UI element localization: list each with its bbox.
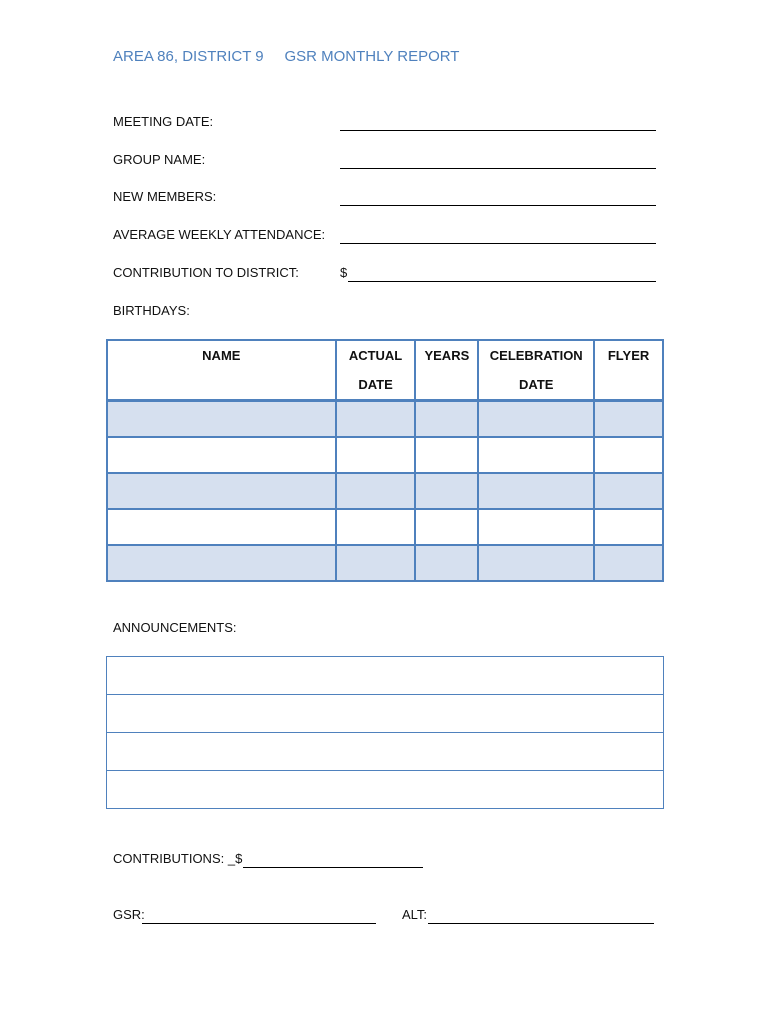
column-header-celebration-date: CELEBRATION DATE bbox=[478, 340, 594, 401]
table-row bbox=[107, 509, 663, 545]
flyer-cell[interactable] bbox=[594, 545, 663, 581]
celebration-date-cell[interactable] bbox=[478, 437, 594, 473]
announcement-cell[interactable] bbox=[107, 657, 664, 695]
flyer-cell[interactable] bbox=[594, 509, 663, 545]
flyer-cell[interactable] bbox=[594, 401, 663, 438]
new-members-field[interactable] bbox=[340, 191, 656, 206]
group-name-field[interactable] bbox=[340, 154, 656, 169]
announcement-row bbox=[107, 695, 664, 733]
flyer-cell[interactable] bbox=[594, 437, 663, 473]
name-cell[interactable] bbox=[107, 545, 336, 581]
attendance-field[interactable] bbox=[340, 229, 656, 244]
name-cell[interactable] bbox=[107, 437, 336, 473]
announcements-table bbox=[106, 656, 664, 809]
new-members-label: NEW MEMBERS: bbox=[113, 189, 217, 204]
announcement-cell[interactable] bbox=[107, 733, 664, 771]
dollar-sign: $ bbox=[340, 265, 348, 280]
contributions-field[interactable] bbox=[243, 853, 423, 868]
celebration-date-cell[interactable] bbox=[478, 509, 594, 545]
table-row bbox=[107, 401, 663, 438]
announcement-row bbox=[107, 657, 664, 695]
announcement-cell[interactable] bbox=[107, 695, 664, 733]
years-cell[interactable] bbox=[415, 509, 478, 545]
birthdays-table bbox=[106, 339, 664, 582]
actual-date-cell[interactable] bbox=[336, 437, 416, 473]
years-cell[interactable] bbox=[415, 545, 478, 581]
table-row bbox=[107, 473, 663, 509]
table-row bbox=[107, 437, 663, 473]
meeting-date-label: MEETING DATE: bbox=[113, 114, 214, 129]
column-header-name: NAME bbox=[107, 340, 336, 401]
contribution-district-label: CONTRIBUTION TO DISTRICT: bbox=[113, 265, 299, 280]
celebration-date-cell[interactable] bbox=[478, 473, 594, 509]
contribution-district-field[interactable] bbox=[348, 267, 656, 282]
name-cell[interactable] bbox=[107, 401, 336, 438]
table-row bbox=[107, 545, 663, 581]
celebration-date-cell[interactable] bbox=[478, 545, 594, 581]
table-header-row bbox=[107, 340, 663, 401]
actual-date-cell[interactable] bbox=[336, 545, 416, 581]
page-title: AREA 86, DISTRICT 9 GSR MONTHLY REPORT bbox=[113, 48, 460, 65]
years-cell[interactable] bbox=[415, 473, 478, 509]
column-header-flyer: FLYER bbox=[594, 340, 663, 401]
actual-date-cell[interactable] bbox=[336, 473, 416, 509]
name-cell[interactable] bbox=[107, 509, 336, 545]
celebration-date-cell[interactable] bbox=[478, 401, 594, 438]
announcements-label: ANNOUNCEMENTS: bbox=[113, 620, 237, 635]
contributions-label: CONTRIBUTIONS: _$ bbox=[113, 851, 243, 866]
announcement-row bbox=[107, 733, 664, 771]
attendance-label: AVERAGE WEEKLY ATTENDANCE: bbox=[113, 227, 326, 242]
years-cell[interactable] bbox=[415, 437, 478, 473]
flyer-cell[interactable] bbox=[594, 473, 663, 509]
alt-label: ALT: bbox=[402, 907, 428, 922]
column-header-years: YEARS bbox=[415, 340, 478, 401]
column-header-actual-date: ACTUAL DATE bbox=[336, 340, 416, 401]
alt-signature-field[interactable] bbox=[428, 909, 654, 924]
gsr-signature-field[interactable] bbox=[142, 909, 376, 924]
meeting-date-field[interactable] bbox=[340, 116, 656, 131]
announcement-cell[interactable] bbox=[107, 771, 664, 809]
years-cell[interactable] bbox=[415, 401, 478, 438]
name-cell[interactable] bbox=[107, 473, 336, 509]
birthdays-label: BIRTHDAYS: bbox=[113, 303, 190, 318]
gsr-label: GSR: bbox=[113, 907, 145, 922]
announcement-row bbox=[107, 771, 664, 809]
group-name-label: GROUP NAME: bbox=[113, 152, 206, 167]
actual-date-cell[interactable] bbox=[336, 401, 416, 438]
actual-date-cell[interactable] bbox=[336, 509, 416, 545]
